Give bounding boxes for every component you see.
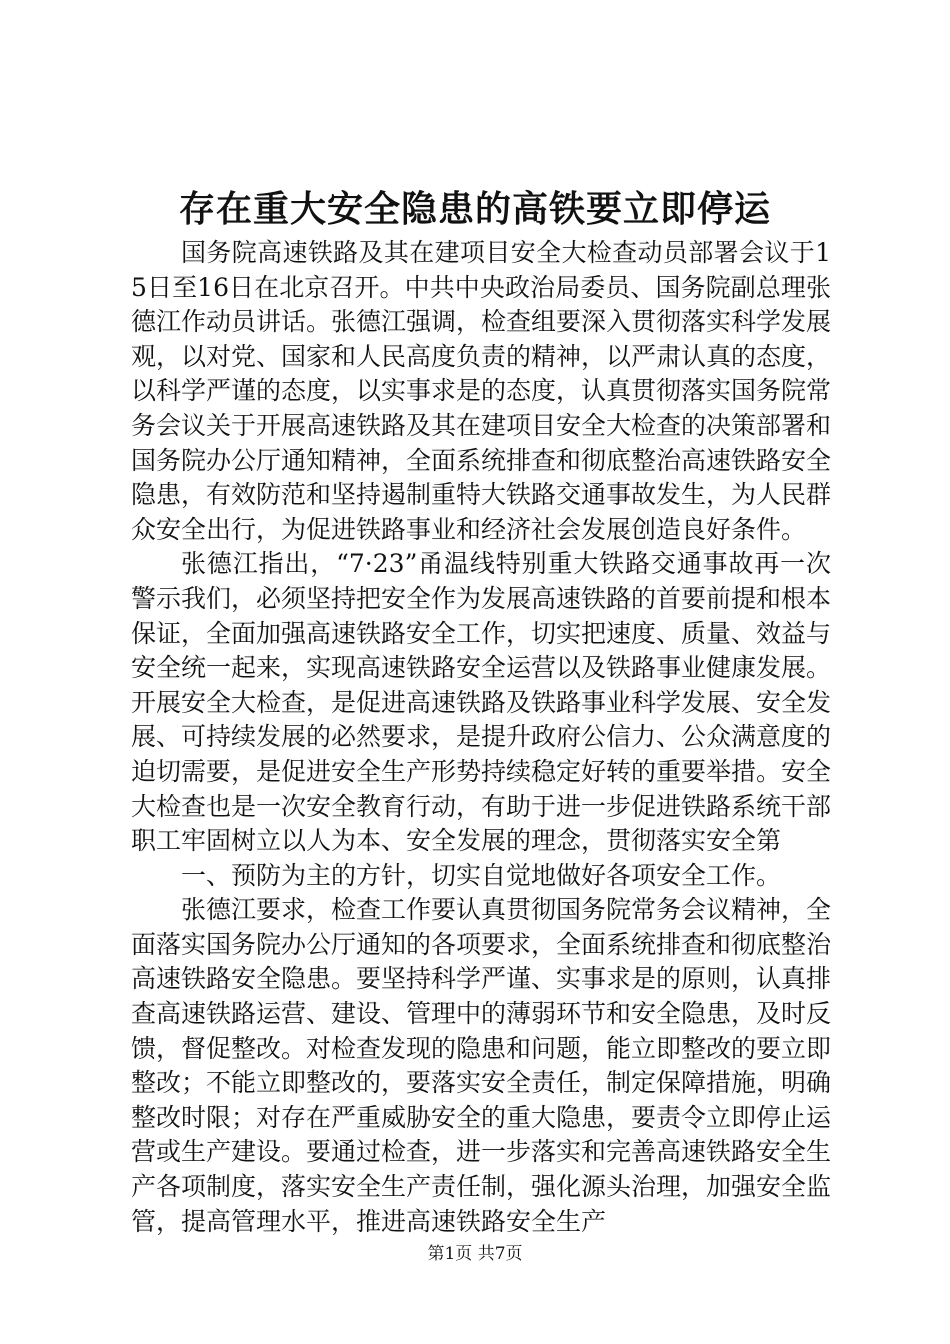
document-body [131,236,831,1239]
paragraph-3: 一、预防为主的方针，切实自觉地做好各项安全工作。 [181,860,782,890]
paragraph-2: 张德江指出，“7·23”甬温线特别重大铁路交通事故再一次警示我们，必须坚持把安全作为发展高速铁路的首要前提和根本保证，全面加强高速铁路安全工作，切实把速度、质量、效益与安全统一起来，实现高速铁路安全运营以及铁路事业健康发展。开展安全大检查，是促进高速铁路及铁路事业科学发展、安全发展、可持续发展的必然要求，是提升政府公信力、公众满意度的迫切需要，是促进安全生产形势持续稳定好转的重要举措。安全大检查也是一次安全教育行动，有助于进一步促进铁路系统干部职工牢固树立以人为本、安全发展的理念，贯彻落实安全第 [131,549,832,856]
paragraph-4: 张德江要求，检查工作要认真贯彻国务院常务会议精神，全面落实国务院办公厅通知的各项要求，全面系统排查和彻底整治高速铁路安全隐患。要坚持科学严谨、实事求是的原则，认真排查高速铁路运营、建设、管理中的薄弱环节和安全隐患，及时反馈，督促整改。对检查发现的隐患和问题，能立即整改的要立即整改；不能立即整改的，要落实安全责任，制定保障措施，明确整改时限；对存在严重威胁安全的重大隐患，要责令立即停止运营或生产建设。要通过检查，进一步落实和完善高速铁路安全生产各项制度，落实安全生产责任制，强化源头治理，加强安全监管，提高管理水平，推进高速铁路安全生产 [131,895,832,1236]
paragraph-1: 国务院高速铁路及其在建项目安全大检查动员部署会议于15日至16日在北京召开。中共中央政治局委员、国务院副总理张德江作动员讲话。张德江强调，检查组要深入贯彻落实科学发展观，以对党、国家和人民高度负责的精神，以严肃认真的态度，以科学严谨的态度，以实事求是的态度，认真贯彻落实国务院常务会议关于开展高速铁路及其在建项目安全大检查的决策部署和国务院办公厅通知精神，全面系统排查和彻底整治高速铁路安全隐患，有效防范和坚持遏制重特大铁路交通事故发生，为人民群众安全出行，为促进铁路事业和经济社会发展创造良好条件。 [131,238,832,544]
page-number-footer: 第1页 共7页 [427,1244,523,1264]
document-title: 存在重大安全隐患的高铁要立即停运 [178,188,771,230]
